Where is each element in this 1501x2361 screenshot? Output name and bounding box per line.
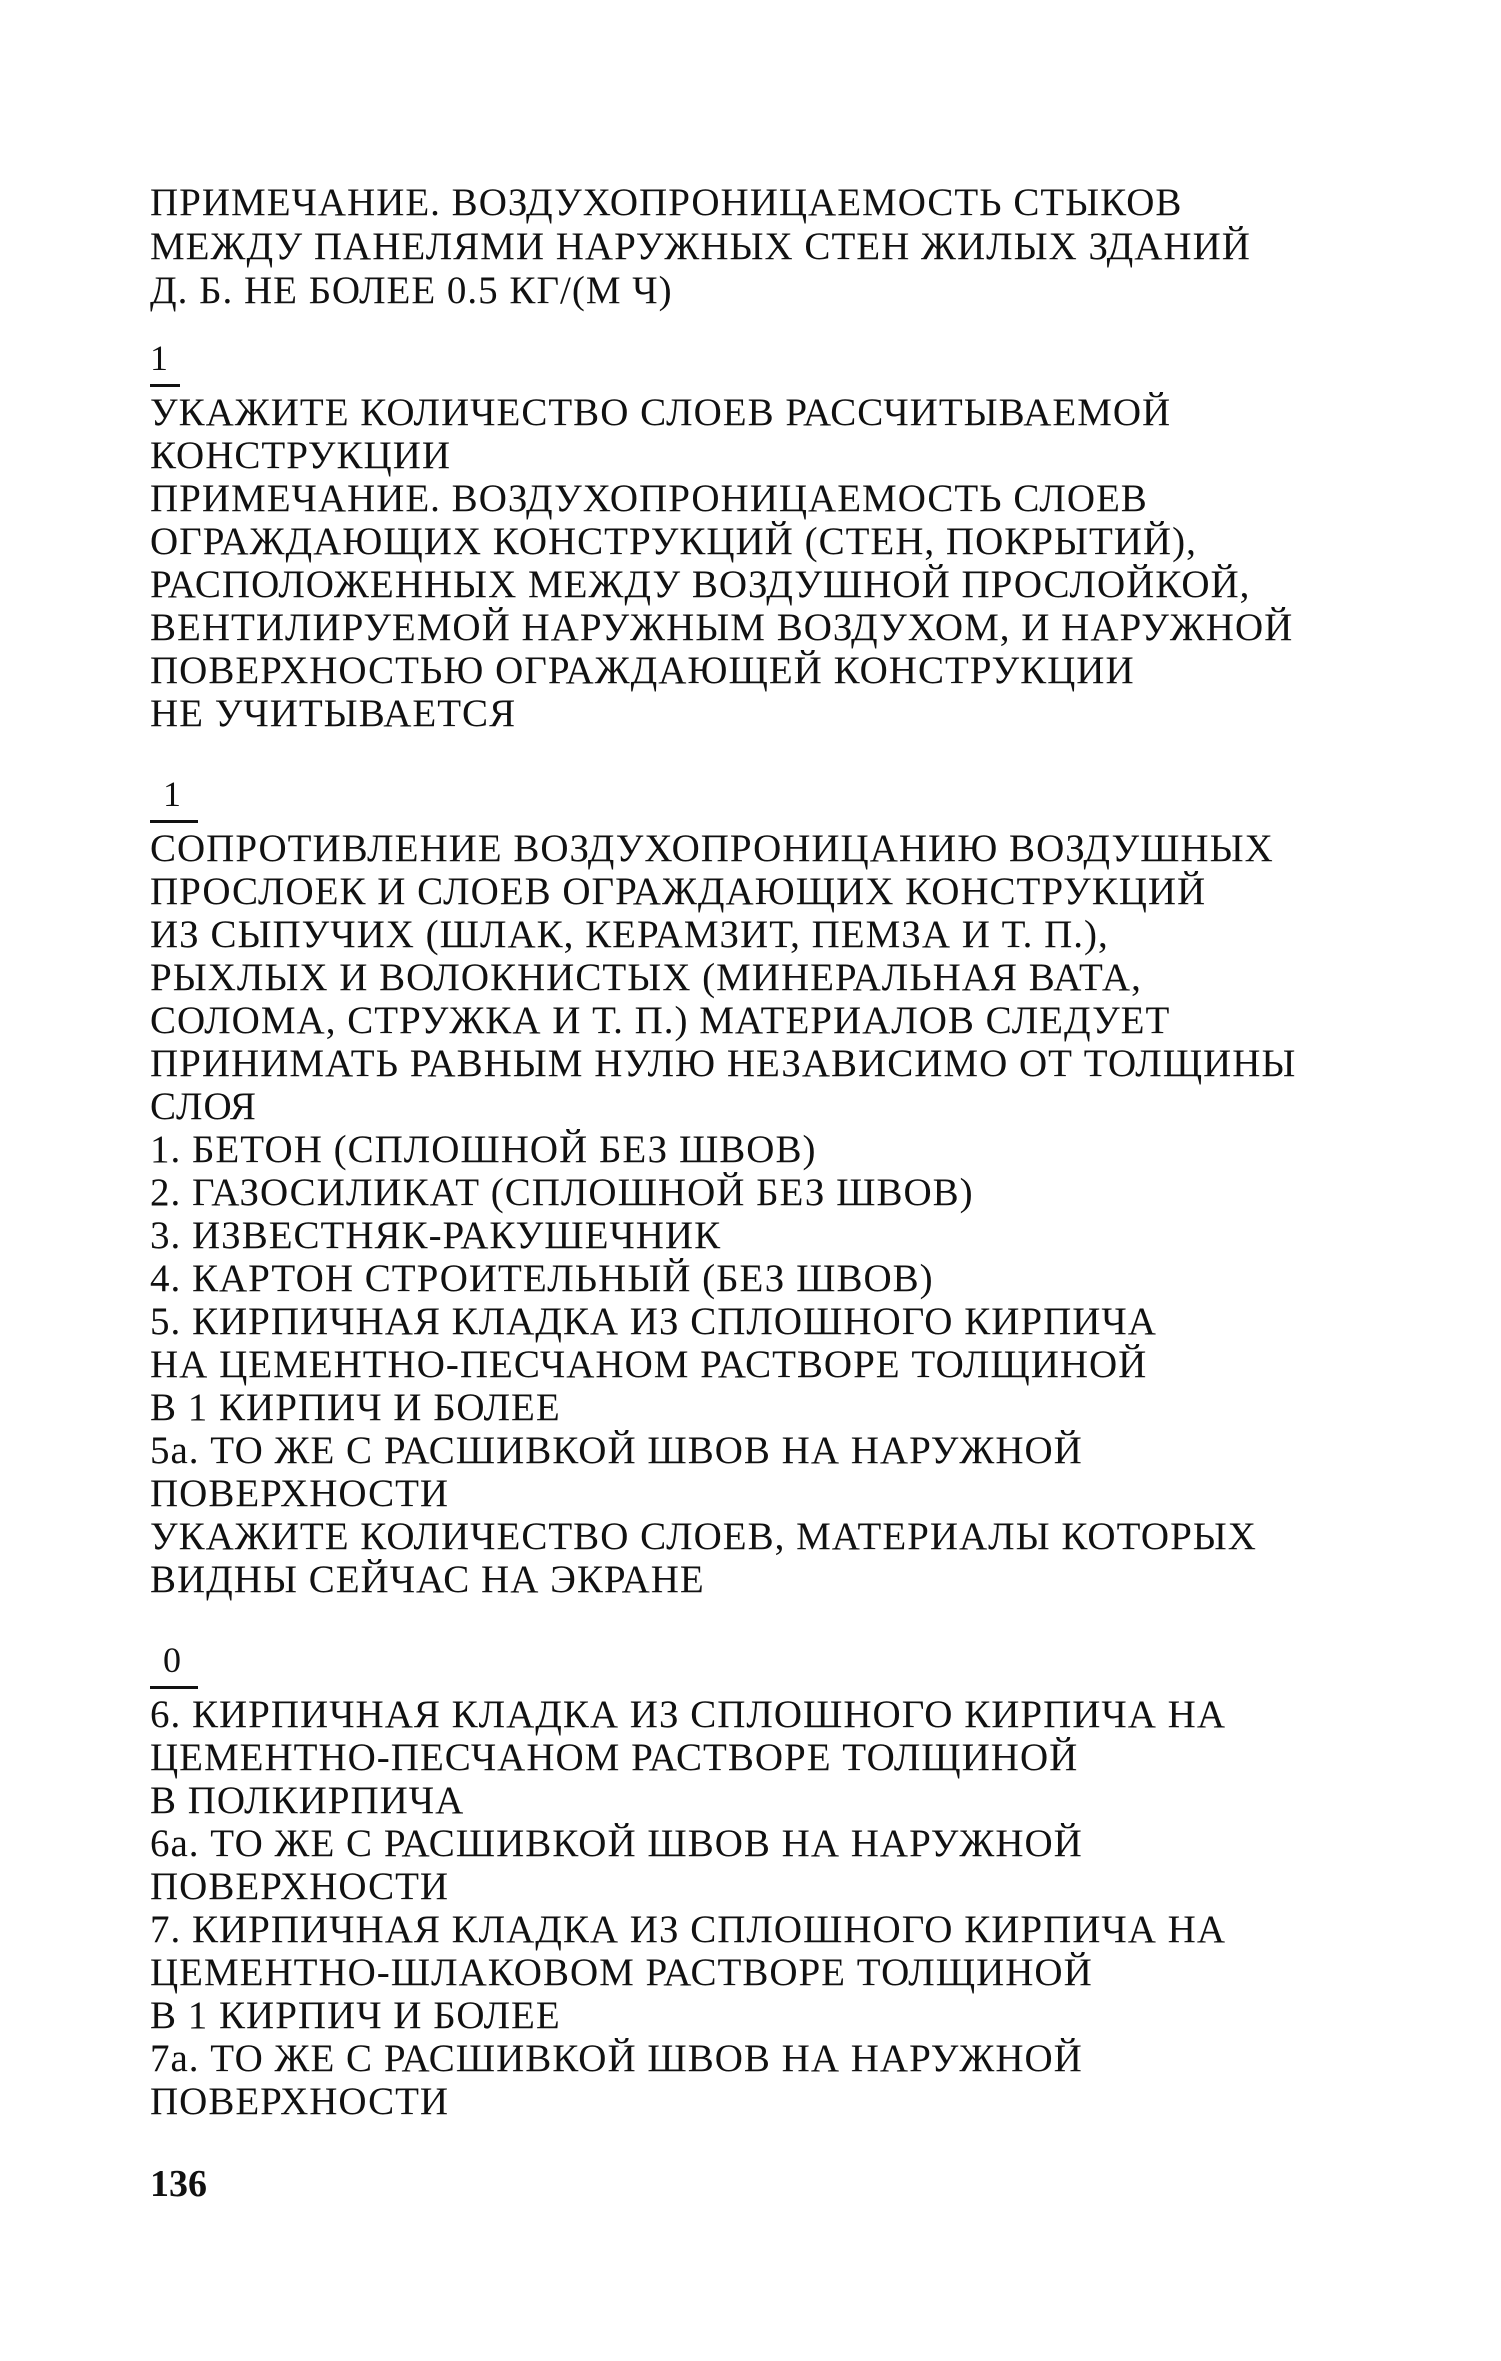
text-line: ПОВЕРХНОСТИ xyxy=(150,2080,450,2123)
text-line: КОНСТРУКЦИИ xyxy=(150,434,452,477)
answer-value-1: 1 xyxy=(150,338,168,378)
text-line: ВИДНЫ СЕЙЧАС НА ЭКРАНЕ xyxy=(150,1558,705,1601)
text-line: ОГРАЖДАЮЩИХ КОНСТРУКЦИЙ (СТЕН, ПОКРЫТИЙ), xyxy=(150,520,1197,563)
text-line: УКАЖИТЕ КОЛИЧЕСТВО СЛОЕВ РАССЧИТЫВАЕМОЙ xyxy=(150,391,1172,434)
text-line: МЕЖДУ ПАНЕЛЯМИ НАРУЖНЫХ СТЕН ЖИЛЫХ ЗДАНИЙ xyxy=(150,225,1251,268)
list-item: 6а. ТО ЖЕ С РАСШИВКОЙ ШВОВ НА НАРУЖНОЙ xyxy=(150,1822,1083,1865)
text-line: ЦЕМЕНТНО-ШЛАКОВОМ РАСТВОРЕ ТОЛЩИНОЙ xyxy=(150,1951,1093,1994)
text-line: СОПРОТИВЛЕНИЕ ВОЗДУХОПРОНИЦАНИЮ ВОЗДУШНЫХ xyxy=(150,827,1274,870)
list-item: 7а. ТО ЖЕ С РАСШИВКОЙ ШВОВ НА НАРУЖНОЙ xyxy=(150,2037,1083,2080)
text-line: РЫХЛЫХ И ВОЛОКНИСТЫХ (МИНЕРАЛЬНАЯ ВАТА, xyxy=(150,956,1142,999)
text-line: НА ЦЕМЕНТНО-ПЕСЧАНОМ РАСТВОРЕ ТОЛЩИНОЙ xyxy=(150,1343,1148,1386)
text-line: ИЗ СЫПУЧИХ (ШЛАК, КЕРАМЗИТ, ПЕМЗА И Т. П.), xyxy=(150,913,1109,956)
list-item: 4. КАРТОН СТРОИТЕЛЬНЫЙ (БЕЗ ШВОВ) xyxy=(150,1257,934,1300)
list-item: 1. БЕТОН (СПЛОШНОЙ БЕЗ ШВОВ) xyxy=(150,1128,817,1171)
text-line: СЛОЯ xyxy=(150,1085,257,1128)
answer-value-3: 0 xyxy=(163,1640,181,1680)
list-item: 5. КИРПИЧНАЯ КЛАДКА ИЗ СПЛОШНОГО КИРПИЧА xyxy=(150,1300,1157,1343)
text-line: УКАЖИТЕ КОЛИЧЕСТВО СЛОЕВ, МАТЕРИАЛЫ КОТОРЫХ xyxy=(150,1515,1257,1558)
text-line: В ПОЛКИРПИЧА xyxy=(150,1779,465,1822)
text-line: ПРИНИМАТЬ РАВНЫМ НУЛЮ НЕЗАВИСИМО ОТ ТОЛЩИНЫ xyxy=(150,1042,1297,1085)
text-line: СОЛОМА, СТРУЖКА И Т. П.) МАТЕРИАЛОВ СЛЕДУЕТ xyxy=(150,999,1171,1042)
answer-underline-3 xyxy=(150,1686,198,1689)
text-line: ВЕНТИЛИРУЕМОЙ НАРУЖНЫМ ВОЗДУХОМ, И НАРУЖНОЙ xyxy=(150,606,1294,649)
answer-underline-2 xyxy=(150,820,198,823)
answer-value-2: 1 xyxy=(163,774,181,814)
text-line: В 1 КИРПИЧ И БОЛЕЕ xyxy=(150,1386,561,1429)
text-line: ПОВЕРХНОСТИ xyxy=(150,1865,450,1908)
text-line: ПРОСЛОЕК И СЛОЕВ ОГРАЖДАЮЩИХ КОНСТРУКЦИЙ xyxy=(150,870,1207,913)
page-number: 136 xyxy=(150,2163,207,2205)
text-line: ПОВЕРХНОСТИ xyxy=(150,1472,450,1515)
text-line: РАСПОЛОЖЕННЫХ МЕЖДУ ВОЗДУШНОЙ ПРОСЛОЙКОЙ, xyxy=(150,563,1251,606)
list-item: 6. КИРПИЧНАЯ КЛАДКА ИЗ СПЛОШНОГО КИРПИЧА НА xyxy=(150,1693,1226,1736)
list-item: 2. ГАЗОСИЛИКАТ (СПЛОШНОЙ БЕЗ ШВОВ) xyxy=(150,1171,974,1214)
text-line: В 1 КИРПИЧ И БОЛЕЕ xyxy=(150,1994,561,2037)
text-line: ПОВЕРХНОСТЬЮ ОГРАЖДАЮЩЕЙ КОНСТРУКЦИИ xyxy=(150,649,1135,692)
text-line: ЦЕМЕНТНО-ПЕСЧАНОМ РАСТВОРЕ ТОЛЩИНОЙ xyxy=(150,1736,1079,1779)
text-line: НЕ УЧИТЫВАЕТСЯ xyxy=(150,692,517,735)
list-item: 3. ИЗВЕСТНЯК-РАКУШЕЧНИК xyxy=(150,1214,722,1257)
list-item: 5а. ТО ЖЕ С РАСШИВКОЙ ШВОВ НА НАРУЖНОЙ xyxy=(150,1429,1083,1472)
text-line: Д. Б. НЕ БОЛЕЕ 0.5 КГ/(М Ч) xyxy=(150,269,673,312)
text-line: ПРИМЕЧАНИЕ. ВОЗДУХОПРОНИЦАЕМОСТЬ СЛОЕВ xyxy=(150,477,1148,520)
list-item: 7. КИРПИЧНАЯ КЛАДКА ИЗ СПЛОШНОГО КИРПИЧА НА xyxy=(150,1908,1226,1951)
text-line: ПРИМЕЧАНИЕ. ВОЗДУХОПРОНИЦАЕМОСТЬ СТЫКОВ xyxy=(150,181,1183,224)
answer-underline-1 xyxy=(150,384,180,387)
